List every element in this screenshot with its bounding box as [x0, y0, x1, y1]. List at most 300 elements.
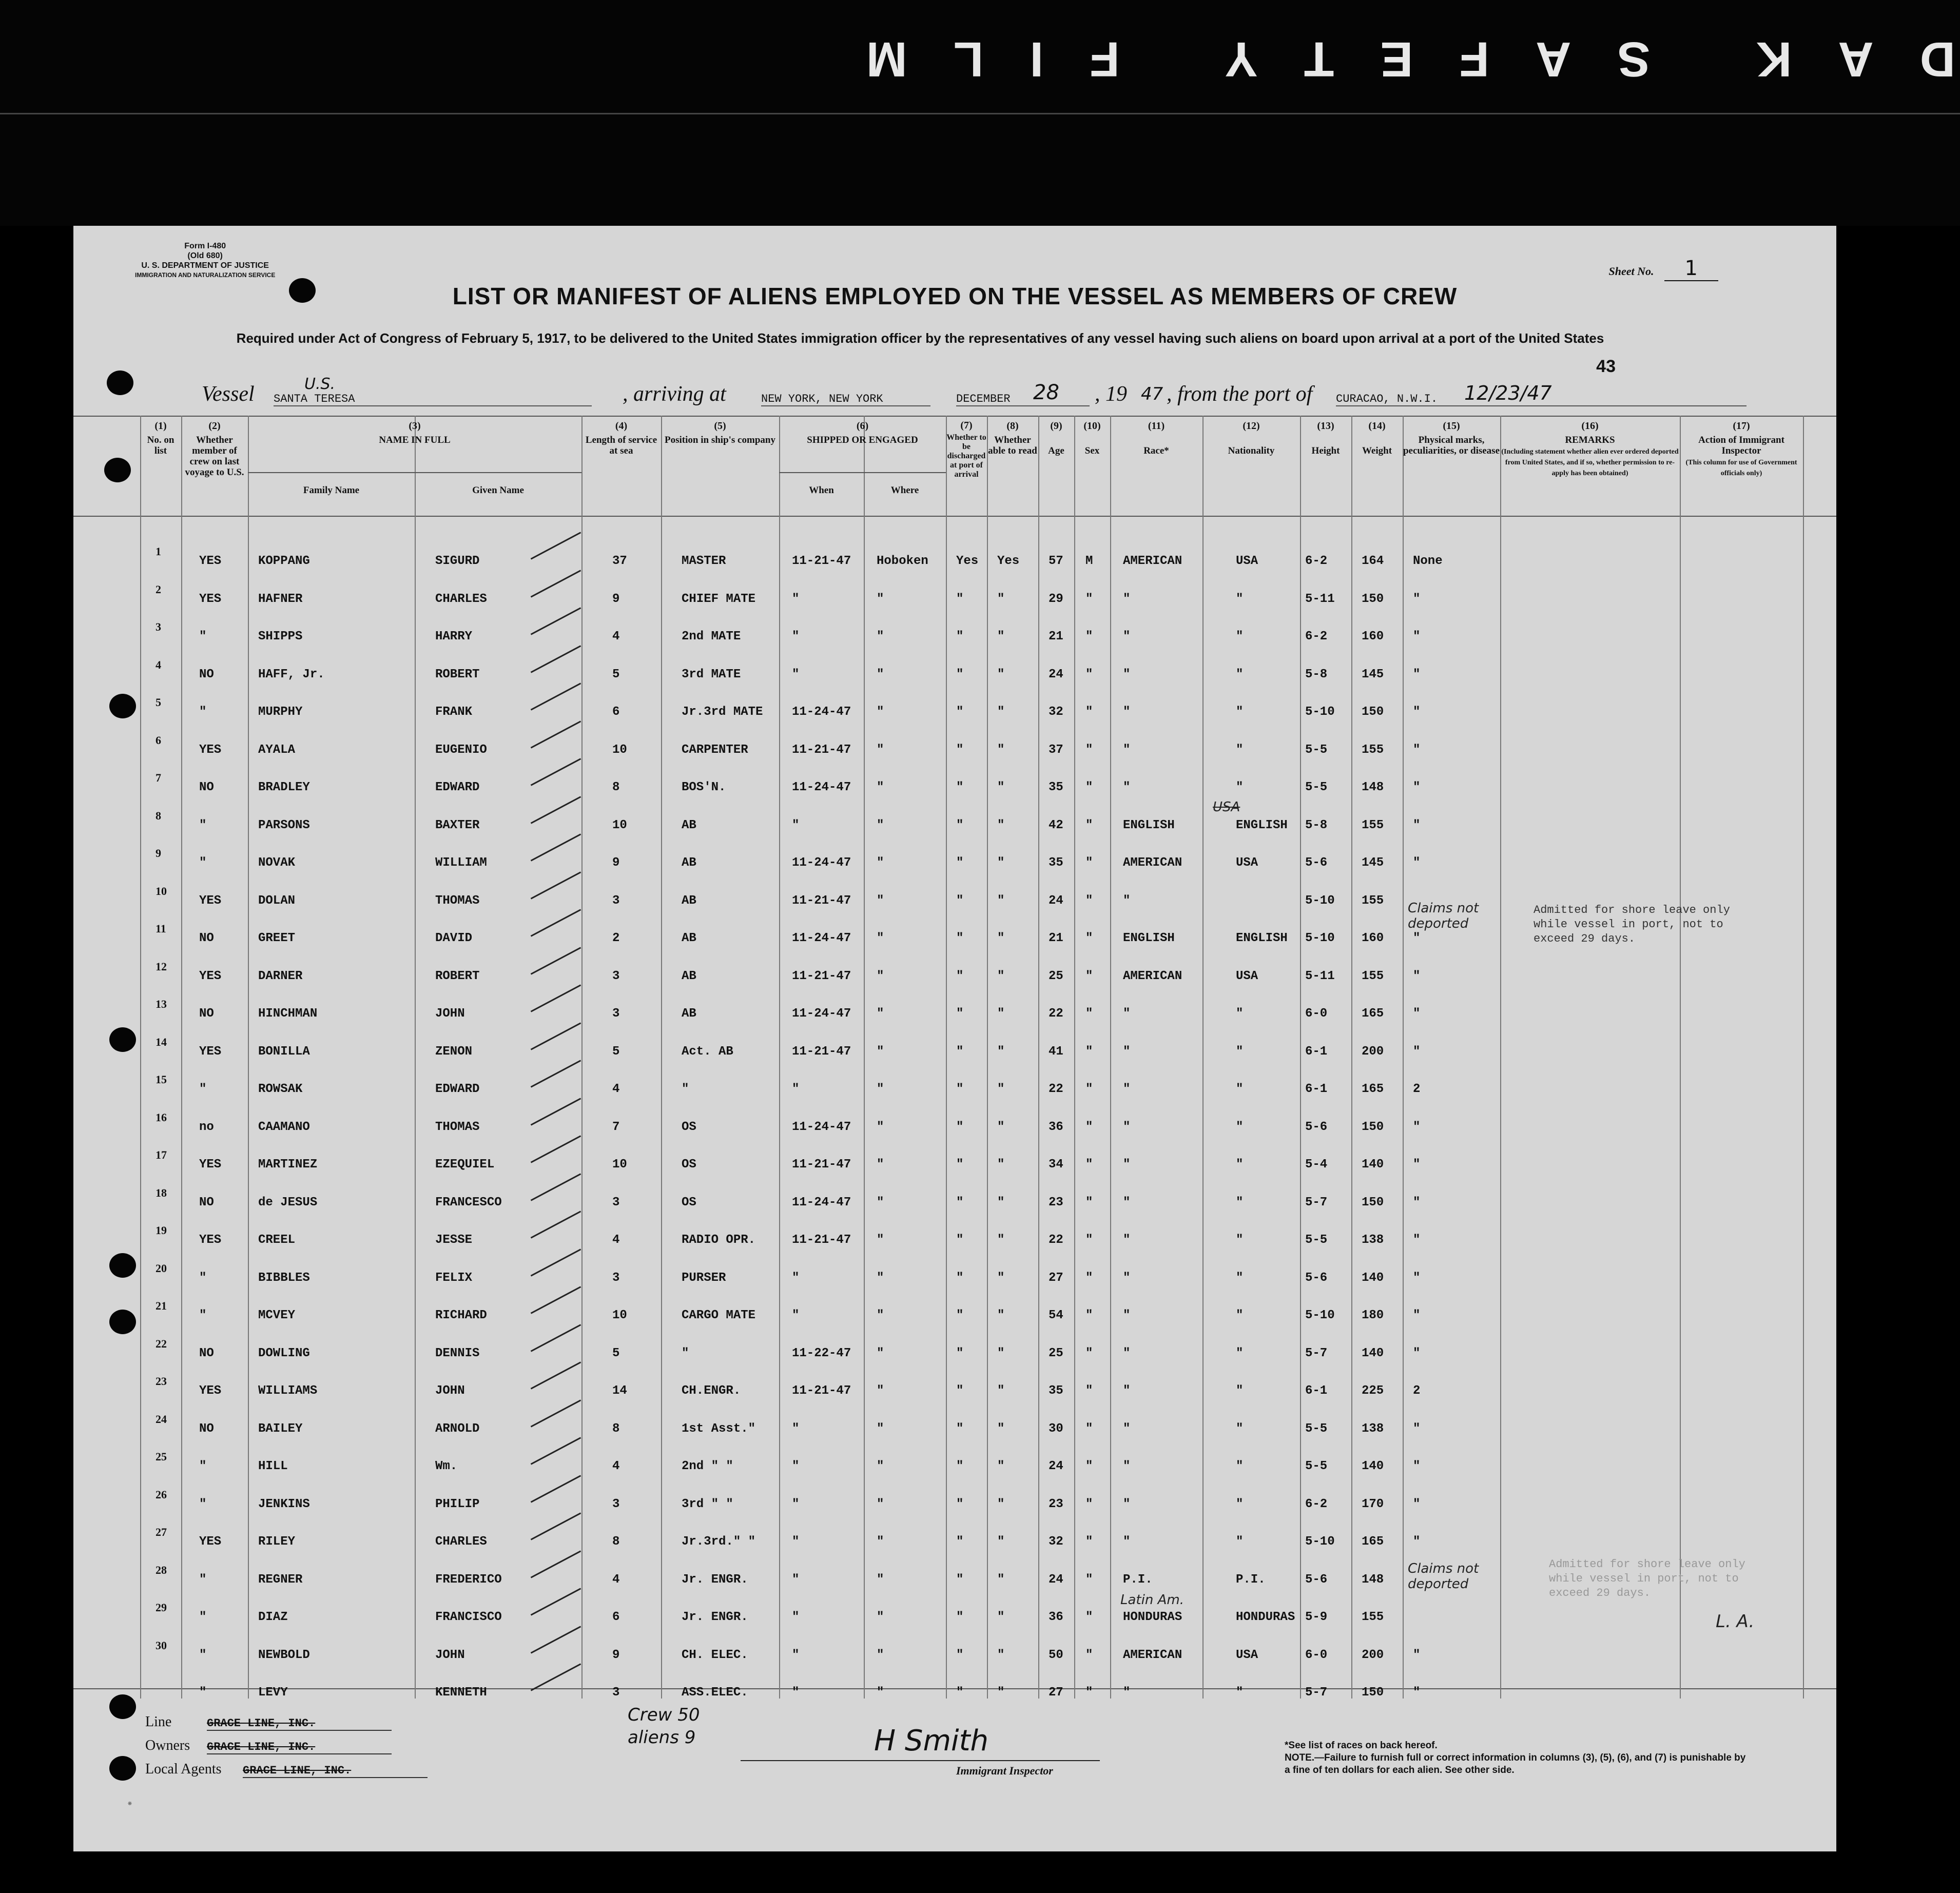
cell-service-length: 8 [612, 780, 620, 794]
cell-race: ENGLISH [1123, 818, 1175, 832]
punch-hole [109, 1756, 136, 1781]
cell-height: 5-6 [1305, 1271, 1328, 1285]
cell-shipped-where: " [877, 780, 884, 794]
cell-discharged: Yes [956, 554, 979, 568]
cell-service-length: 5 [612, 667, 620, 681]
row-number: 14 [156, 1035, 167, 1048]
cell-age: 27 [1049, 1686, 1063, 1700]
cell-nationality: ENGLISH [1236, 931, 1288, 945]
from-label: , from the port of [1167, 382, 1313, 406]
cell-sex: " [1085, 1648, 1093, 1662]
cell-sex: " [1085, 1384, 1093, 1398]
cell-discharged: " [956, 1007, 964, 1021]
cell-nationality: ENGLISH [1236, 818, 1288, 832]
cell-crew-last-voyage: YES [199, 1233, 222, 1247]
cell-family-name: AYALA [258, 743, 296, 757]
cell-shipped-when: 11-24-47 [792, 856, 851, 870]
header-when: When [809, 485, 834, 496]
cell-given-name: HARRY [435, 630, 473, 643]
cell-race: " [1123, 1421, 1131, 1436]
cell-race: " [1123, 705, 1131, 719]
cell-age: 32 [1049, 705, 1063, 719]
cell-able-to-read: " [997, 1271, 1005, 1285]
table-rule [73, 416, 1836, 417]
row-number: 30 [156, 1638, 167, 1652]
table-row [73, 1601, 1836, 1631]
cell-position: AB [682, 856, 696, 870]
cell-service-length: 5 [612, 1044, 620, 1059]
cell-age: 29 [1049, 592, 1063, 606]
cell-family-name: DOWLING [258, 1346, 310, 1360]
cell-physical-marks: " [1413, 780, 1421, 794]
table-row [73, 733, 1836, 764]
voyage-line [202, 375, 1741, 411]
cell-service-length: 9 [612, 1648, 620, 1662]
cell-family-name: NEWBOLD [258, 1648, 310, 1662]
cell-shipped-when: 11-21-47 [792, 554, 851, 568]
cell-nationality: " [1236, 1082, 1244, 1096]
cell-physical-marks: 2 [1413, 1082, 1421, 1096]
cell-race: " [1123, 1459, 1131, 1473]
cell-age: 22 [1049, 1007, 1063, 1021]
cell-discharged: " [956, 893, 964, 908]
line-field: Line GRACE LINE, INC. [145, 1714, 428, 1738]
cell-weight: 160 [1362, 630, 1384, 643]
cell-shipped-where: " [877, 1572, 884, 1587]
cell-shipped-when: " [792, 1421, 800, 1436]
row-number: 27 [156, 1526, 167, 1538]
cell-service-length: 10 [612, 1158, 627, 1172]
cell-nationality: USA [1236, 969, 1258, 983]
table-row [73, 1148, 1836, 1178]
cell-discharged: " [956, 1082, 964, 1096]
cell-sex: " [1085, 969, 1093, 983]
cell-position: BOS'N. [682, 780, 726, 794]
cell-able-to-read: " [997, 818, 1005, 832]
cell-sex: " [1085, 743, 1093, 757]
cell-weight: 145 [1362, 856, 1384, 870]
cell-discharged: " [956, 856, 964, 870]
cell-family-name: LEVY [258, 1686, 288, 1700]
cell-discharged: " [956, 743, 964, 757]
row-number: 3 [156, 620, 161, 633]
cell-crew-last-voyage: NO [199, 780, 214, 794]
cell-given-name: FRANCESCO [435, 1195, 502, 1209]
cell-age: 24 [1049, 893, 1063, 908]
cell-position: AB [682, 931, 696, 945]
cell-discharged: " [956, 1459, 964, 1473]
cell-sex: " [1085, 1535, 1093, 1549]
cell-physical-marks: " [1413, 667, 1421, 681]
cell-position: Act. AB [682, 1044, 733, 1059]
cell-position: RADIO OPR. [682, 1233, 756, 1247]
cell-able-to-read: " [997, 1120, 1005, 1134]
cell-nationality: " [1236, 705, 1244, 719]
table-row [73, 696, 1836, 726]
cell-nationality: " [1236, 630, 1244, 643]
cell-sex: " [1085, 1044, 1093, 1059]
cell-position: ASS.ELEC. [682, 1686, 748, 1700]
cell-nationality: " [1236, 1195, 1244, 1209]
cell-discharged: " [956, 1309, 964, 1322]
film-strip [0, 0, 1960, 226]
cell-service-length: 3 [612, 1271, 620, 1285]
cell-physical-marks: " [1413, 818, 1421, 832]
cell-age: 34 [1049, 1158, 1063, 1172]
cell-sex: " [1085, 893, 1093, 908]
handwritten-latin-note: Latin Am. [1120, 1592, 1184, 1608]
cell-shipped-where: " [877, 1082, 884, 1096]
cell-given-name: ROBERT [435, 969, 480, 983]
cell-age: 35 [1049, 856, 1063, 870]
cell-height: 6-0 [1305, 1007, 1328, 1021]
row-number: 8 [156, 809, 161, 822]
cell-shipped-where: " [877, 969, 884, 983]
cell-able-to-read: " [997, 705, 1005, 719]
cell-race: " [1123, 667, 1131, 681]
form-number: Form I-480 [184, 242, 226, 250]
cell-shipped-when: 11-21-47 [792, 969, 851, 983]
arrival-month: DECEMBER [956, 393, 1090, 406]
cell-service-length: 4 [612, 630, 620, 643]
cell-able-to-read: " [997, 743, 1005, 757]
cell-height: 5-4 [1305, 1158, 1328, 1172]
cell-race: AMERICAN [1123, 856, 1182, 870]
cell-age: 36 [1049, 1610, 1063, 1624]
cell-weight: 180 [1362, 1309, 1384, 1322]
cell-position: AB [682, 1007, 696, 1021]
cell-race: " [1123, 1497, 1131, 1511]
cell-family-name: MARTINEZ [258, 1158, 318, 1172]
cell-shipped-when: " [792, 592, 800, 606]
cell-given-name: CHARLES [435, 1535, 487, 1549]
cell-able-to-read: " [997, 1572, 1005, 1587]
cell-discharged: " [956, 1648, 964, 1662]
footnote: *See list of races on back hereof. NOTE.—Failure to furnish full or correct information in columns (3), (5), (6), and (7) is punishable by a fine of ten dollars for each alien. See other side. [1285, 1740, 1746, 1775]
cell-able-to-read: " [997, 1007, 1005, 1021]
cell-position: CARGO MATE [682, 1309, 756, 1322]
cell-discharged: " [956, 1535, 964, 1549]
cell-discharged: " [956, 705, 964, 719]
signature-line [741, 1760, 1100, 1761]
cell-height: 5-10 [1305, 893, 1335, 908]
table-row [73, 1261, 1836, 1292]
cell-nationality: " [1236, 667, 1244, 681]
cell-race: " [1123, 1195, 1131, 1209]
cell-given-name: ARNOLD [435, 1421, 480, 1436]
crew-count-note: Crew 50 aliens 9 [628, 1705, 700, 1748]
cell-shipped-when: 11-21-47 [792, 1233, 851, 1247]
vessel-label: Vessel [202, 382, 255, 406]
cell-crew-last-voyage: " [199, 1082, 207, 1096]
row-number: 25 [156, 1450, 167, 1463]
cell-height: 5-6 [1305, 856, 1328, 870]
row-number: 16 [156, 1110, 167, 1124]
cell-family-name: WILLIAMS [258, 1384, 318, 1398]
department-name: U. S. DEPARTMENT OF JUSTICE [141, 261, 269, 270]
arrival-day: 28 [1033, 381, 1059, 404]
cell-given-name: ROBERT [435, 667, 480, 681]
cell-crew-last-voyage: YES [199, 1384, 222, 1398]
cell-race: " [1123, 1271, 1131, 1285]
cell-discharged: " [956, 667, 964, 681]
cell-shipped-where: " [877, 1233, 884, 1247]
cell-shipped-where: " [877, 1158, 884, 1172]
table-rule [248, 472, 581, 473]
cell-age: 22 [1049, 1082, 1063, 1096]
cell-shipped-when: " [792, 1082, 800, 1096]
row-number: 1 [156, 545, 161, 558]
cell-age: 35 [1049, 1384, 1063, 1398]
cell-weight: 138 [1362, 1421, 1384, 1436]
cell-family-name: HAFF, Jr. [258, 667, 325, 681]
cell-discharged: " [956, 1421, 964, 1436]
cell-sex: " [1085, 1686, 1093, 1700]
cell-weight: 155 [1362, 743, 1384, 757]
cell-position: Jr. ENGR. [682, 1572, 748, 1587]
table-row [73, 1412, 1836, 1442]
cell-nationality: " [1236, 1044, 1244, 1059]
table-row [73, 1488, 1836, 1518]
form-identifier [135, 241, 275, 280]
table-row [73, 1450, 1836, 1480]
cell-nationality: " [1236, 1535, 1244, 1549]
cell-height: 5-10 [1305, 1309, 1335, 1322]
cell-crew-last-voyage: " [199, 1497, 207, 1511]
cell-family-name: DARNER [258, 969, 303, 983]
cell-discharged: " [956, 1610, 964, 1624]
remarks-note-faint: Admitted for shore leave only while vessel in port, not to exceed 29 days. [1549, 1558, 1745, 1599]
cell-shipped-when: " [792, 1309, 800, 1322]
cell-crew-last-voyage: " [199, 1648, 207, 1662]
cell-weight: 150 [1362, 1120, 1384, 1134]
cell-given-name: Wm. [435, 1459, 458, 1473]
cell-age: 32 [1049, 1535, 1063, 1549]
cell-shipped-where: " [877, 592, 884, 606]
table-row [73, 1638, 1836, 1669]
cell-height: 5-8 [1305, 818, 1328, 832]
cell-race: ENGLISH [1123, 931, 1175, 945]
cell-nationality: " [1236, 1233, 1244, 1247]
cell-discharged: " [956, 1158, 964, 1172]
cell-shipped-where: " [877, 1686, 884, 1700]
cell-crew-last-voyage: " [199, 856, 207, 870]
row-number: 22 [156, 1337, 167, 1350]
cell-shipped-when: 11-21-47 [792, 1158, 851, 1172]
cell-nationality: " [1236, 1459, 1244, 1473]
cell-height: 5-7 [1305, 1346, 1328, 1360]
arriving-label: , arriving at [623, 382, 726, 406]
cell-shipped-where: " [877, 1610, 884, 1624]
cell-physical-marks: " [1413, 1158, 1421, 1172]
cell-able-to-read: " [997, 1044, 1005, 1059]
cell-shipped-when: " [792, 1648, 800, 1662]
cell-crew-last-voyage: " [199, 1459, 207, 1473]
cell-sex: " [1085, 1120, 1093, 1134]
table-row [73, 1526, 1836, 1555]
cell-sex: " [1085, 1572, 1093, 1587]
cell-crew-last-voyage: YES [199, 1158, 222, 1172]
cell-shipped-where: " [877, 893, 884, 908]
cell-given-name: SIGURD [435, 554, 480, 568]
cell-sex: " [1085, 1233, 1093, 1247]
cell-race: " [1123, 1233, 1131, 1247]
local-agents-field: Local Agents GRACE LINE, INC. [145, 1761, 428, 1785]
cell-race: " [1123, 1346, 1131, 1360]
cell-shipped-where: " [877, 667, 884, 681]
cell-service-length: 9 [612, 856, 620, 870]
cell-shipped-where: " [877, 743, 884, 757]
cell-position: MASTER [682, 554, 726, 568]
cell-physical-marks: " [1413, 1459, 1421, 1473]
cell-able-to-read: " [997, 1610, 1005, 1624]
table-row [73, 1035, 1836, 1065]
sheet-number [1609, 257, 1718, 280]
cell-family-name: HILL [258, 1459, 288, 1473]
cell-age: 21 [1049, 931, 1063, 945]
cell-crew-last-voyage: YES [199, 1535, 222, 1549]
row-number: 4 [156, 658, 161, 671]
cell-family-name: BIBBLES [258, 1271, 310, 1285]
cell-able-to-read: " [997, 931, 1005, 945]
cell-age: 21 [1049, 630, 1063, 643]
row-number: 19 [156, 1224, 167, 1237]
cell-crew-last-voyage: " [199, 1309, 207, 1322]
cell-age: 23 [1049, 1497, 1063, 1511]
cell-nationality: " [1236, 1120, 1244, 1134]
cell-age: 42 [1049, 818, 1063, 832]
cell-service-length: 3 [612, 1007, 620, 1021]
cell-nationality: " [1236, 1421, 1244, 1436]
cell-family-name: DIAZ [258, 1610, 288, 1624]
cell-service-length: 6 [612, 705, 620, 719]
table-row [73, 960, 1836, 990]
cell-service-length: 10 [612, 743, 627, 757]
table-row [73, 847, 1836, 876]
cell-height: 5-10 [1305, 931, 1335, 945]
table-row [73, 1073, 1836, 1103]
cell-shipped-when: 11-24-47 [792, 1195, 851, 1209]
manifest-sheet [73, 226, 1836, 1851]
cell-shipped-when: 11-21-47 [792, 743, 851, 757]
cell-height: 5-5 [1305, 1459, 1328, 1473]
cell-physical-marks: " [1413, 1271, 1421, 1285]
cell-weight: 150 [1362, 1686, 1384, 1700]
cell-able-to-read: " [997, 630, 1005, 643]
cell-height: 5-10 [1305, 1535, 1335, 1549]
cell-service-length: 8 [612, 1535, 620, 1549]
cell-race: " [1123, 1044, 1131, 1059]
cell-able-to-read: " [997, 1082, 1005, 1096]
vessel-name: SANTA TERESA [274, 393, 592, 406]
sheet-number-label: Sheet No. [1608, 265, 1654, 278]
cell-weight: 165 [1362, 1082, 1384, 1096]
cell-physical-marks: " [1413, 1648, 1421, 1662]
cell-given-name: EUGENIO [435, 743, 487, 757]
row-number: 13 [156, 998, 167, 1010]
cell-discharged: " [956, 780, 964, 794]
cell-height: 5-5 [1305, 780, 1328, 794]
cell-height: 5-5 [1305, 743, 1328, 757]
cell-nationality: USA [1236, 856, 1258, 870]
cell-shipped-when: " [792, 1271, 800, 1285]
cell-crew-last-voyage: NO [199, 1421, 214, 1436]
cell-crew-last-voyage: no [199, 1120, 214, 1134]
cell-sex: " [1085, 1195, 1093, 1209]
cell-given-name: DAVID [435, 931, 473, 945]
cell-sex: " [1085, 705, 1093, 719]
cell-shipped-where: " [877, 1648, 884, 1662]
cell-position: OS [682, 1120, 696, 1134]
struck-nationality: USA [1213, 799, 1240, 815]
cell-family-name: REGNER [258, 1572, 303, 1587]
cell-able-to-read: " [997, 1535, 1005, 1549]
cell-race: " [1123, 1686, 1131, 1700]
cell-family-name: KOPPANG [258, 554, 310, 568]
cell-sex: " [1085, 667, 1093, 681]
cell-family-name: MCVEY [258, 1309, 296, 1322]
cell-height: 5-5 [1305, 1421, 1328, 1436]
cell-weight: 140 [1362, 1158, 1384, 1172]
cell-service-length: 37 [612, 554, 627, 568]
cell-family-name: HINCHMAN [258, 1007, 318, 1021]
cell-family-name: DOLAN [258, 893, 296, 908]
cell-height: 5-7 [1305, 1686, 1328, 1700]
check-mark [531, 532, 581, 559]
header-position: (5) Position in ship's company [665, 420, 775, 445]
cell-weight: 148 [1362, 1572, 1384, 1587]
cell-discharged: " [956, 630, 964, 643]
cell-shipped-when: " [792, 1459, 800, 1473]
cell-able-to-read: Yes [997, 554, 1020, 568]
cell-age: 36 [1049, 1120, 1063, 1134]
cell-given-name: EDWARD [435, 780, 480, 794]
header-crew-last-voyage: (2) Whether member of crew on last voyage to U.S. [185, 420, 244, 478]
page-title: LIST OR MANIFEST OF ALIENS EMPLOYED ON THE VESSEL AS MEMBERS OF CREW [452, 283, 1458, 309]
cell-discharged: " [956, 592, 964, 606]
cell-sex: " [1085, 592, 1093, 606]
row-number: 17 [156, 1148, 167, 1161]
cell-position: CH.ENGR. [682, 1384, 741, 1398]
cell-discharged: " [956, 1686, 964, 1700]
cell-given-name: RICHARD [435, 1309, 487, 1322]
row-number: 24 [156, 1412, 167, 1426]
cell-discharged: " [956, 1384, 964, 1398]
table-row [73, 658, 1836, 688]
cell-nationality: " [1236, 1309, 1244, 1322]
header-where: Where [890, 485, 919, 496]
cell-crew-last-voyage: YES [199, 592, 222, 606]
cell-nationality: " [1236, 1497, 1244, 1511]
cell-given-name: JOHN [435, 1648, 465, 1662]
cell-given-name: FRANCISCO [435, 1610, 502, 1624]
cell-race: " [1123, 1309, 1131, 1322]
header-weight: (14) Weight [1362, 420, 1392, 456]
cell-service-length: 3 [612, 893, 620, 908]
cell-position: CARPENTER [682, 743, 748, 757]
cell-race: " [1123, 743, 1131, 757]
cell-race: " [1123, 630, 1131, 643]
header-nationality: (12) Nationality [1228, 420, 1275, 456]
cell-given-name: WILLIAM [435, 856, 487, 870]
cell-position: OS [682, 1195, 696, 1209]
cell-discharged: " [956, 931, 964, 945]
cell-discharged: " [956, 969, 964, 983]
cell-shipped-when: " [792, 1497, 800, 1511]
cell-shipped-when: " [792, 1535, 800, 1549]
page-subtitle: Required under Act of Congress of February 5, 1917, to be delivered to the United States immigration officer by the representatives of any vessel having such aliens on board upon arrival at a port of the United States [236, 330, 1604, 346]
cell-age: 37 [1049, 743, 1063, 757]
